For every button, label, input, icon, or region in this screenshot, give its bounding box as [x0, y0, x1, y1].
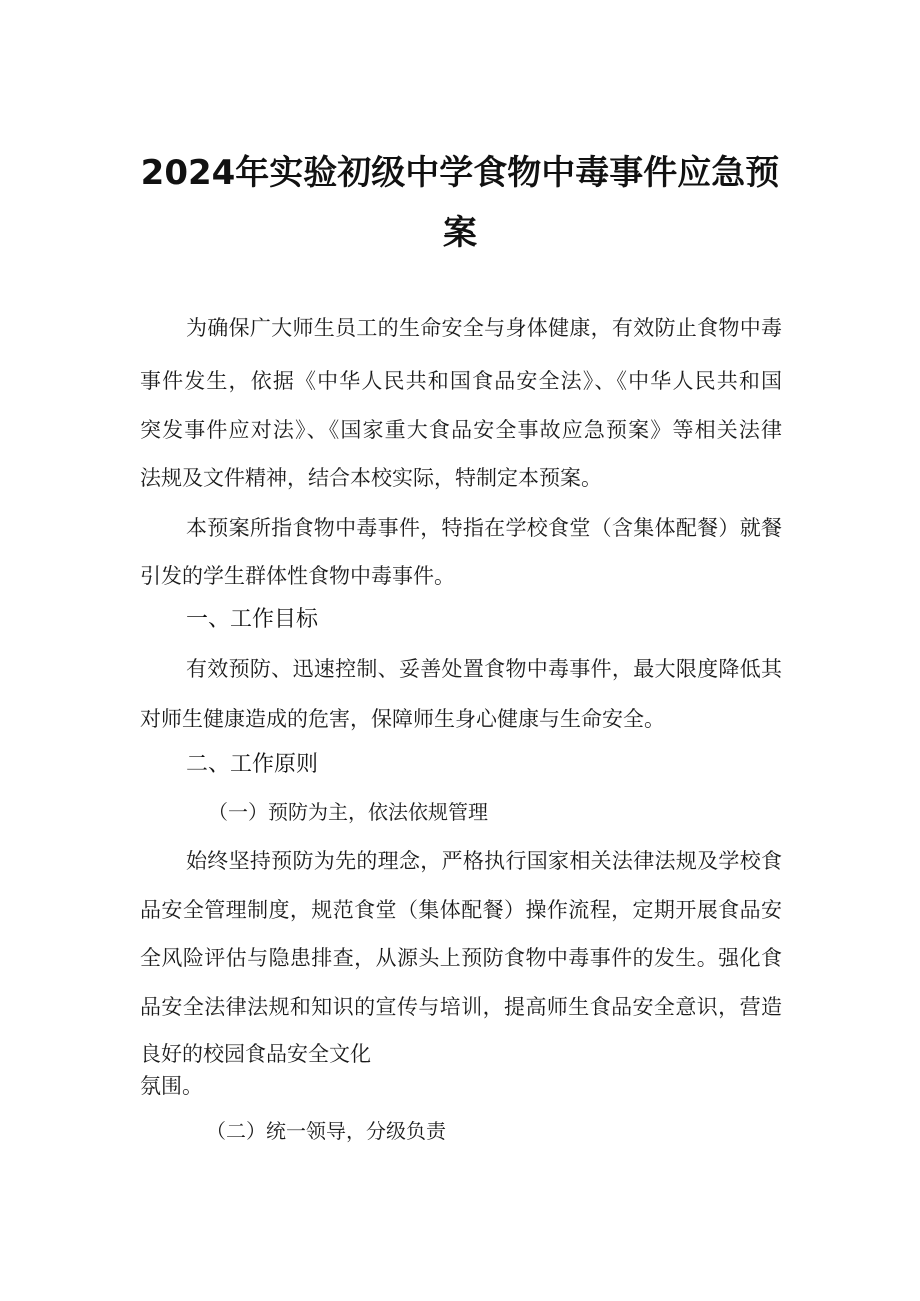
scope-paragraph-line: 引发的学生群体性食物中毒事件。: [140, 564, 455, 588]
prevention-paragraph-line: 氛围。: [140, 1074, 203, 1098]
section-heading-work-principles: 二、工作原则: [186, 752, 319, 777]
intro-paragraph-line: 法规及文件精神，结合本校实际，特制定本预案。: [140, 466, 602, 490]
document-title-line-1: 2024年实验初级中学食物中毒事件应急预: [140, 153, 780, 193]
intro-paragraph-line: 为确保广大师生员工的生命安全与身体健康，有效防止食物中毒: [186, 316, 782, 340]
subsection-heading-prevention: （一）预防为主，依法依规管理: [208, 800, 488, 824]
scope-paragraph-line: 本预案所指食物中毒事件，特指在学校食堂（含集体配餐）就餐: [186, 516, 782, 540]
document-title-line-2: 案: [443, 213, 477, 253]
section-heading-work-goals: 一、工作目标: [186, 607, 319, 632]
goals-paragraph-line: 对师生健康造成的危害，保障师生身心健康与生命安全。: [140, 707, 665, 731]
prevention-paragraph-line: 品安全管理制度，规范食堂（集体配餐）操作流程，定期开展食品安: [140, 898, 782, 922]
prevention-paragraph-line: 良好的校园食品安全文化: [140, 1042, 371, 1066]
goals-paragraph-line: 有效预防、迅速控制、妥善处置食物中毒事件，最大限度降低其: [186, 657, 782, 681]
prevention-paragraph-line: 品安全法律法规和知识的宣传与培训，提高师生食品安全意识，营造: [140, 995, 782, 1019]
intro-paragraph-line: 突发事件应对法》、《国家重大食品安全事故应急预案》等相关法律: [140, 418, 782, 442]
intro-paragraph-line: 事件发生，依据《中华人民共和国食品安全法》、《中华人民共和国: [140, 369, 782, 393]
prevention-paragraph-line: 全风险评估与隐患排查，从源头上预防食物中毒事件的发生。强化食: [140, 946, 782, 970]
subsection-heading-unified-leadership: （二）统一领导，分级负责: [206, 1119, 446, 1143]
prevention-paragraph-line: 始终坚持预防为先的理念，严格执行国家相关法律法规及学校食: [186, 849, 782, 873]
